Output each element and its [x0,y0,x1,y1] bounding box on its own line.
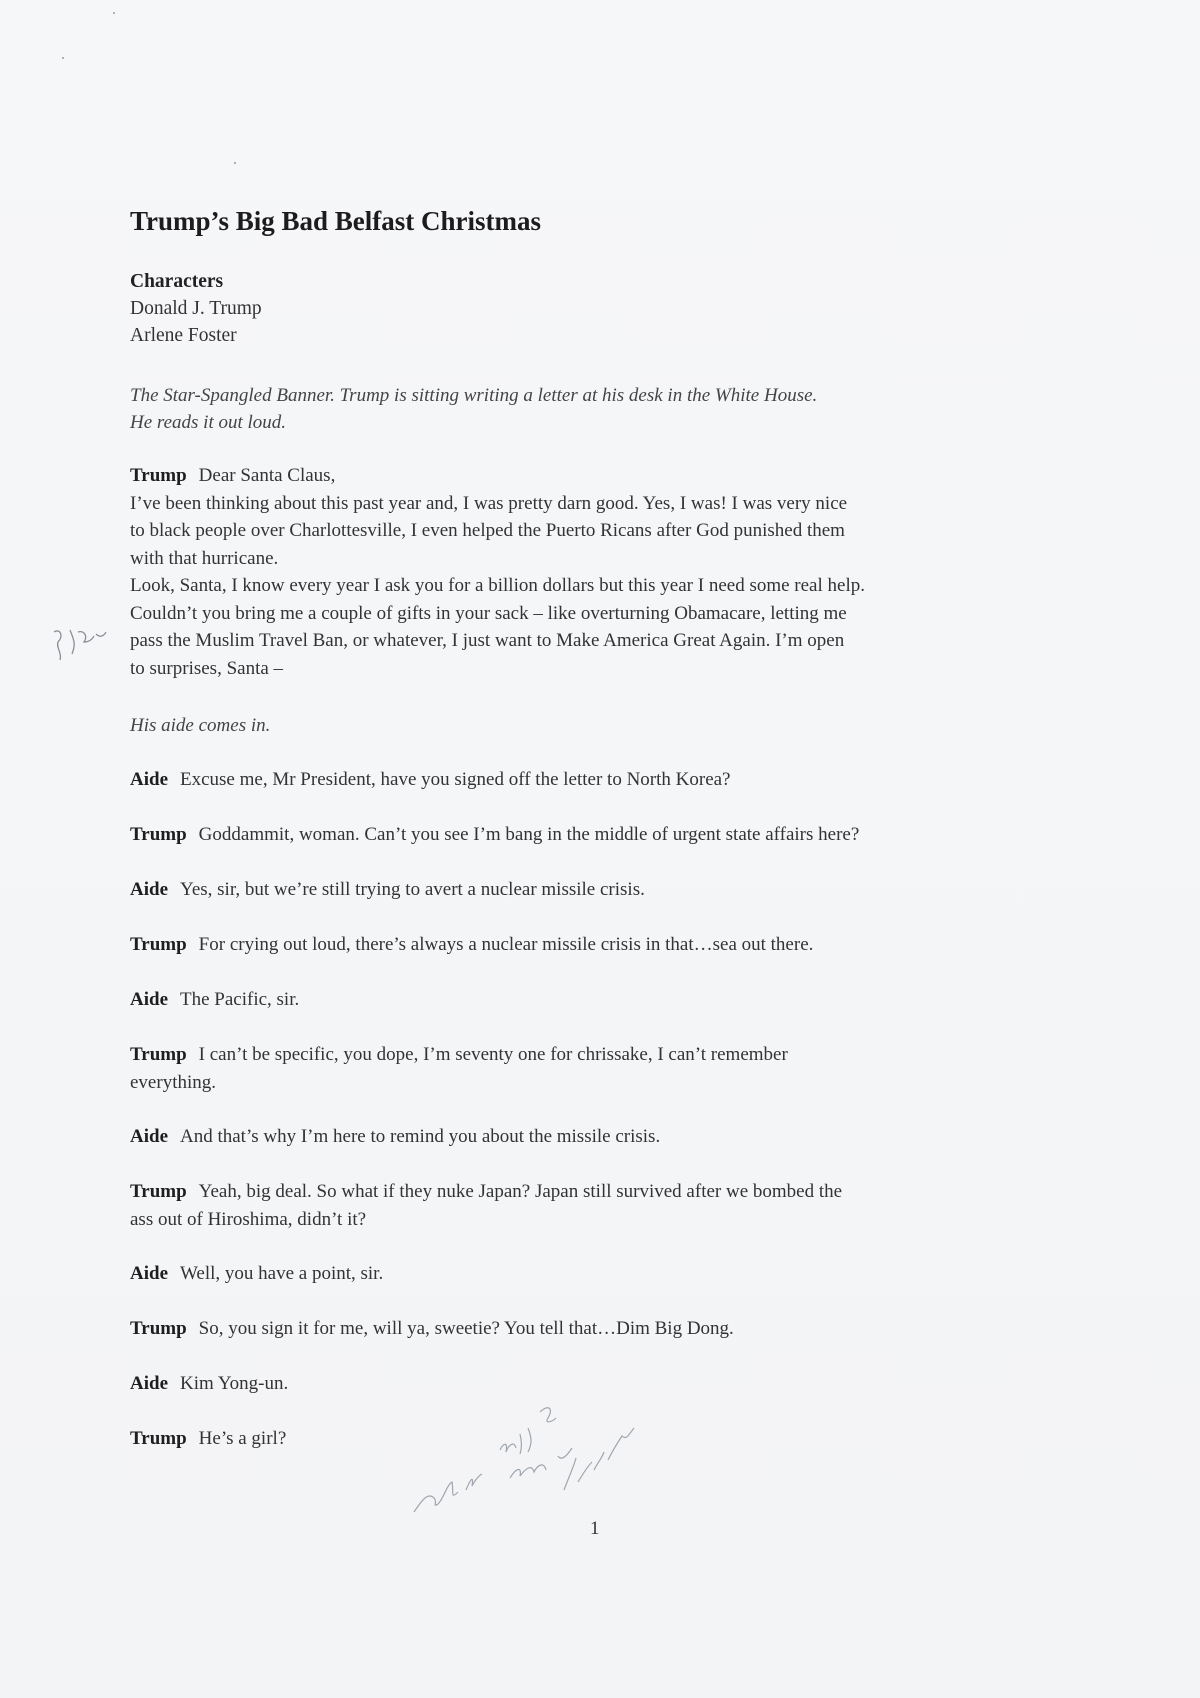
line-text: Yes, sir, but we’re still trying to avert a nuclear missile crisis. [180,879,645,900]
line-text: Excuse me, Mr President, have you signed off the letter to North Korea? [180,769,731,790]
dialogue-line [130,986,1080,1014]
line-text: He’s a girl? [198,1428,287,1449]
opening-stage-direction [130,382,1080,436]
dialogue-line [130,1041,1080,1096]
line-text: So, you sign it for me, will ya, sweetie? You tell that…Dim Big Dong. [198,1318,734,1339]
character-entry: Arlene Foster [130,325,237,346]
scan-speck [113,12,115,14]
dialogue-line [130,1315,1080,1343]
line-text: everything. [130,1071,217,1093]
dialogue-line [130,821,1080,849]
letter-line: to surprises, Santa – [130,657,284,679]
margin-handwriting [48,620,110,668]
line-text: Goddammit, woman. Can’t you see I’m bang in the middle of urgent state affairs here? [198,824,860,845]
dialogue-line [130,931,1080,959]
stage-direction-line: He reads it out loud. [130,412,287,433]
speaker-name: Aide [130,1373,168,1394]
speaker-name: Aide [130,769,168,790]
speaker-name: Trump [130,465,187,486]
speaker-name: Aide [130,989,168,1010]
scan-speck [62,57,64,59]
line-text: And that’s why I’m here to remind you about the missile crisis. [180,1126,661,1147]
trump-letter [130,462,1080,682]
pencil-handwriting [408,1382,646,1522]
dialogue-line [130,766,1080,794]
letter-line: to black people over Charlottesville, I even helped the Puerto Ricans after God punished them [130,520,845,541]
dialogue-line [130,1123,1080,1151]
scan-speck [234,162,236,164]
speaker-name: Trump [130,824,187,845]
line-text: I can’t be specific, you dope, I’m seventy one for chrissake, I can’t remember [198,1044,788,1065]
speaker-name: Trump [130,1428,187,1449]
line-text: The Pacific, sir. [180,989,300,1010]
letter-line: Couldn’t you bring me a couple of gifts in your sack – like overturning Obamacare, letting me [130,602,847,624]
line-text: Yeah, big deal. So what if they nuke Japan? Japan still survived after we bombed the [198,1181,843,1202]
document-title: Trump’s Big Bad Belfast Christmas [130,206,542,236]
letter-line [130,462,1080,490]
letter-line: I’ve been thinking about this past year and, I was pretty darn good. Yes, I was! I was very nice [130,492,848,514]
speaker-name: Trump [130,1044,187,1065]
aide-enters-direction: His aide comes in. [130,715,271,736]
line-text: Dear Santa Claus, [198,465,336,486]
characters-heading: Characters [130,271,224,292]
speaker-name: Aide [130,1126,168,1147]
speaker-name: Aide [130,1263,168,1284]
letter-line: Look, Santa, I know every year I ask you for a billion dollars but this year I need some real help. [130,575,865,596]
speaker-name: Trump [130,1181,187,1202]
letter-line: pass the Muslim Travel Ban, or whatever, I just want to Make America Great Again. I’m open [130,630,845,651]
dialogue-line [130,1260,1080,1288]
line-text: Well, you have a point, sir. [180,1263,384,1284]
line-text: Kim Yong-un. [180,1373,289,1394]
line-text: For crying out loud, there’s always a nuclear missile crisis in that…sea out there. [198,934,814,955]
speaker-name: Trump [130,934,187,955]
stage-direction-line: The Star-Spangled Banner. Trump is sitting writing a letter at his desk in the White House. [130,385,818,406]
speaker-name: Trump [130,1318,187,1339]
page-number: 1 [590,1518,600,1539]
dialogue-line [130,1178,1080,1233]
line-text: ass out of Hiroshima, didn’t it? [130,1208,367,1230]
character-entry: Donald J. Trump [130,298,262,319]
speaker-name: Aide [130,879,168,900]
letter-line: with that hurricane. [130,547,279,569]
dialogue-line [130,876,1080,904]
